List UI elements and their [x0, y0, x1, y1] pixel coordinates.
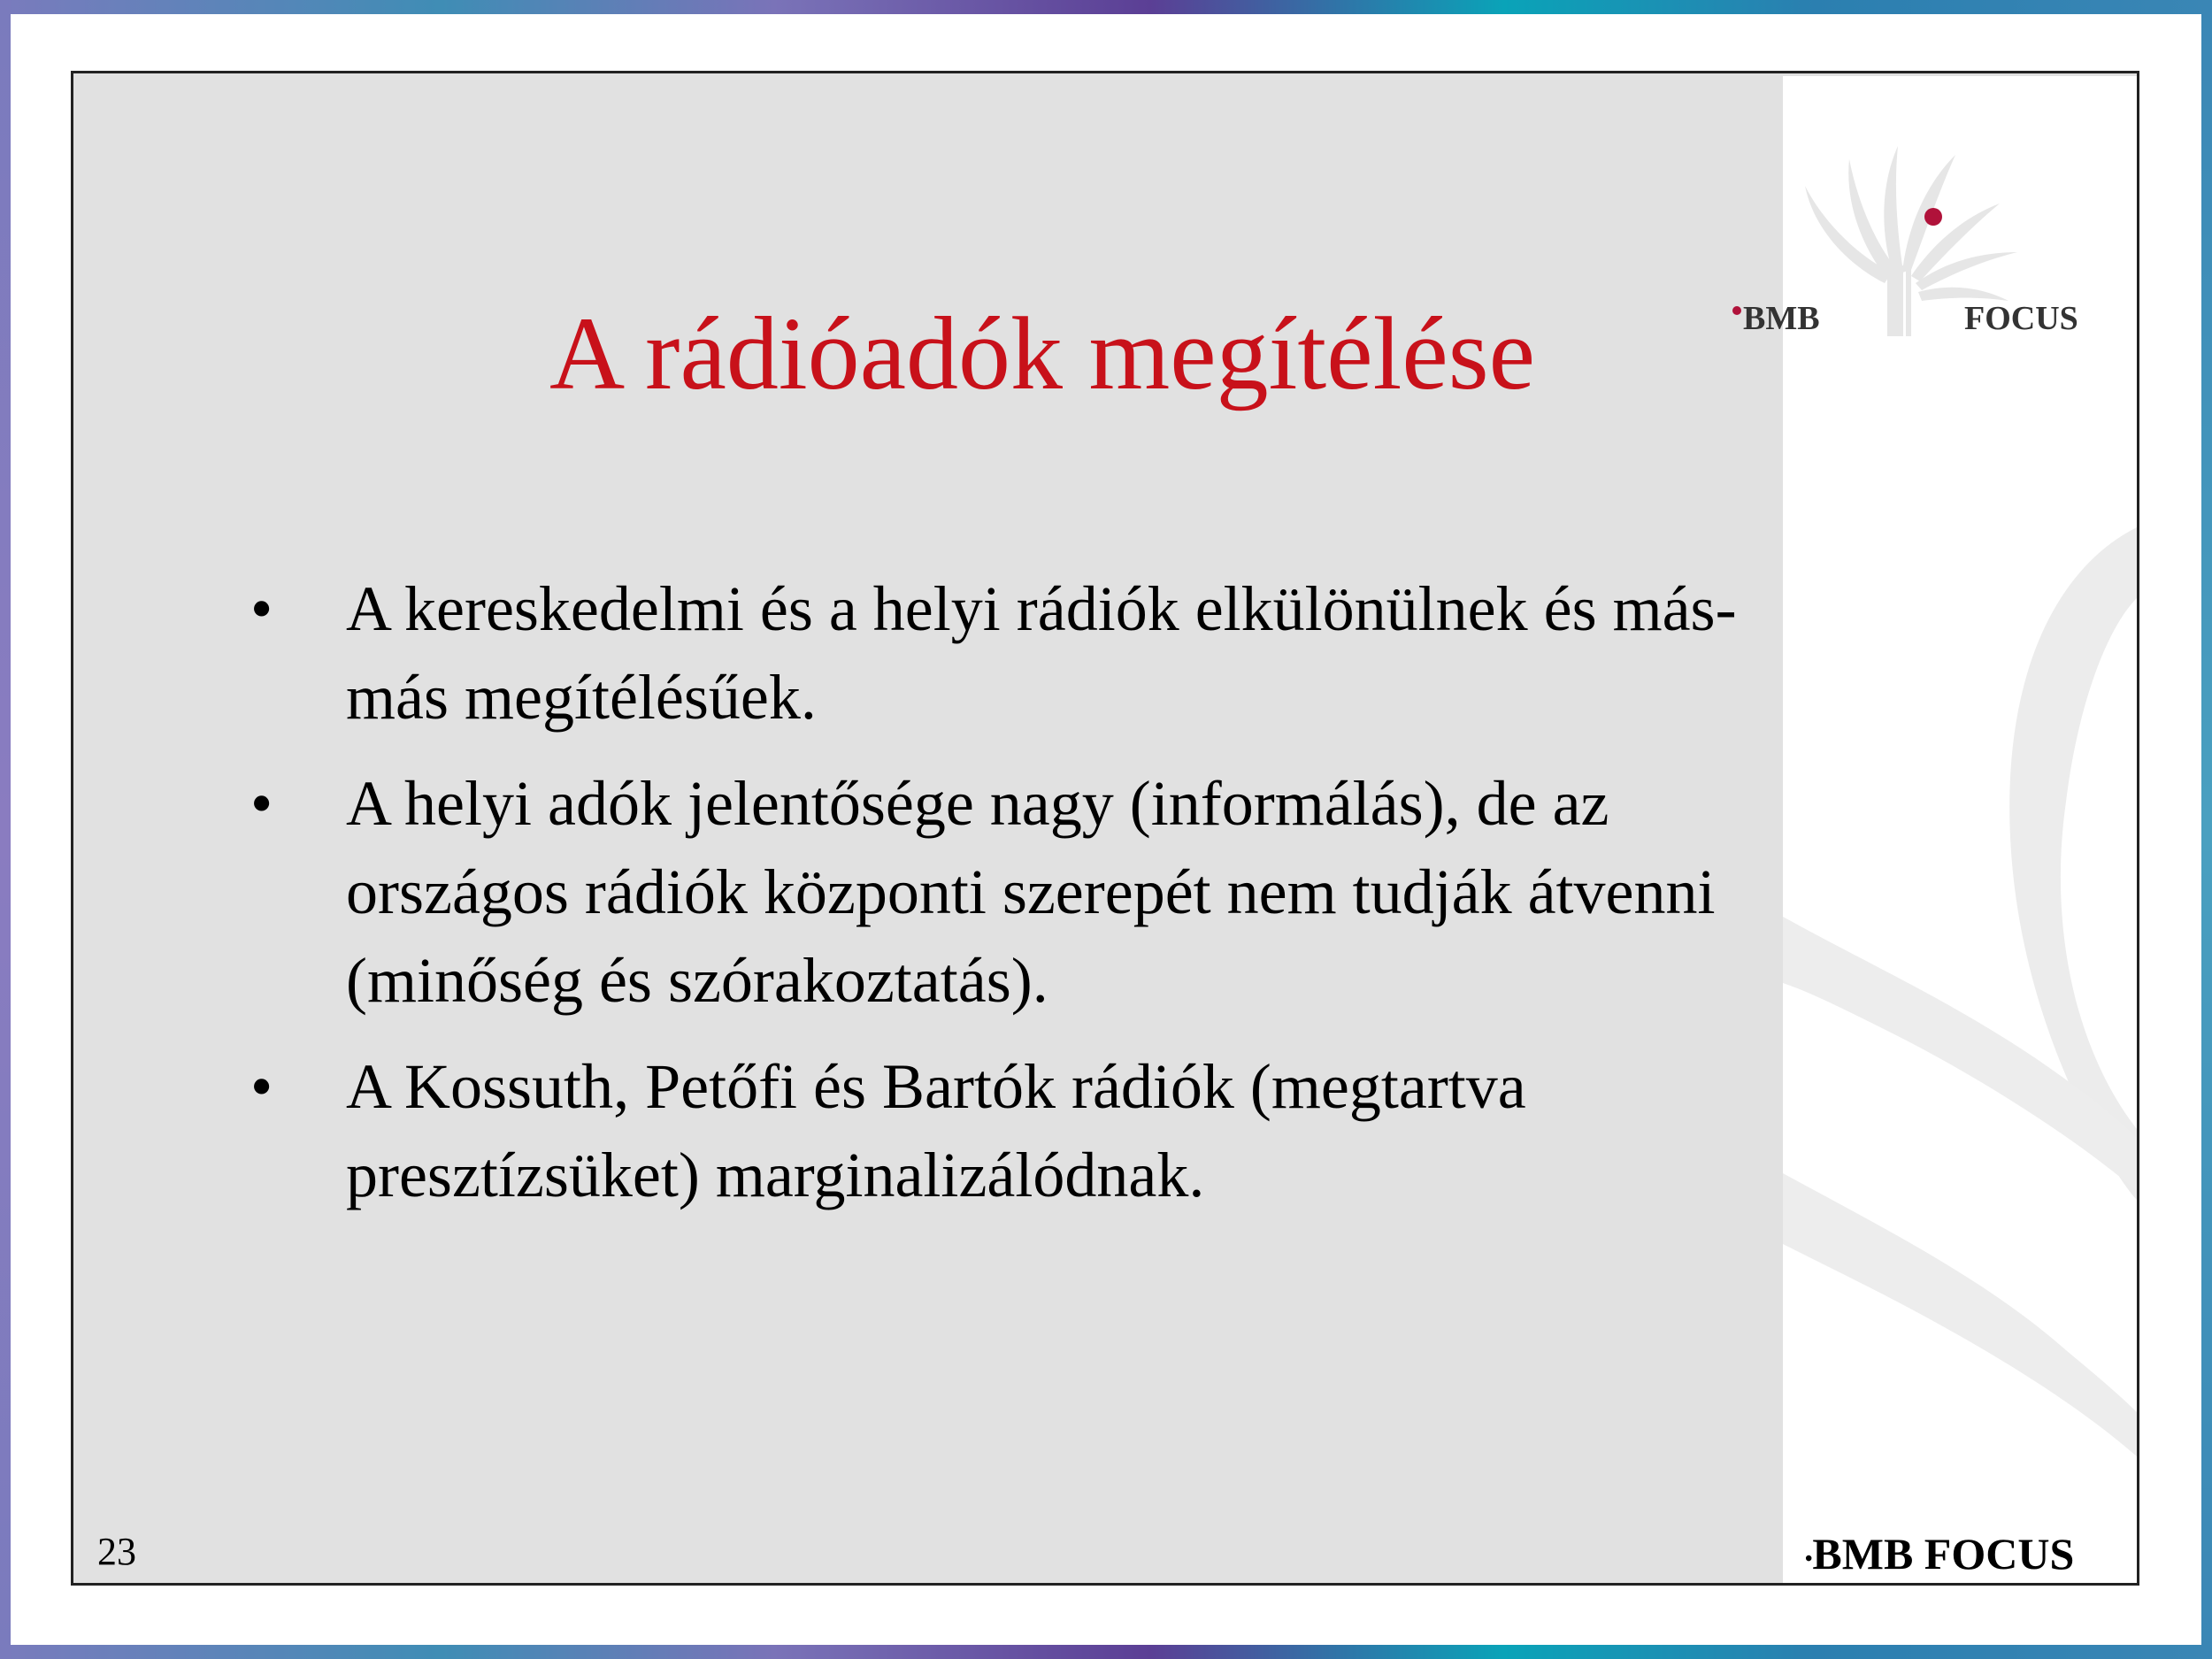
frame-top-border — [0, 0, 2212, 14]
bmb-focus-logo-icon — [1725, 133, 2097, 345]
frame-left-border — [0, 0, 11, 1659]
bullet-dot-icon: • — [250, 1051, 273, 1122]
bullet-dot-icon: • — [250, 573, 273, 644]
logo-right-word: FOCUS — [1964, 300, 2078, 337]
bullet-text: A kereskedelmi és a helyi rádiók elkülönülnek és más-más megítélésűek. — [346, 573, 1737, 733]
slide-title: A rádióadók megítélése — [549, 296, 1536, 411]
bullet-item — [250, 565, 1825, 741]
page-number: 23 — [97, 1530, 136, 1573]
bullet-item — [250, 1042, 1825, 1219]
bullet-dot-icon: • — [250, 768, 273, 839]
bullet-text: A Kossuth, Petőfi és Bartók rádiók (megtartva presztízsüket) marginalizálódnak. — [346, 1051, 1526, 1210]
bullet-text: A helyi adók jelentősége nagy (informálás), de az országos rádiók központi szerepét nem tudják átvenni (minőség és szórakoztatás). — [346, 768, 1716, 1016]
bullet-item — [250, 759, 1825, 1025]
bullet-list — [250, 565, 1825, 1237]
footer-dot-icon: • — [1805, 1548, 1813, 1571]
footer-brand-text: BMB FOCUS — [1812, 1529, 2075, 1578]
frame-right-border — [2201, 0, 2212, 1659]
footer-brand — [1805, 1527, 2074, 1580]
frame-bottom-border — [0, 1645, 2212, 1659]
logo-left-word: BMB — [1743, 300, 1820, 337]
